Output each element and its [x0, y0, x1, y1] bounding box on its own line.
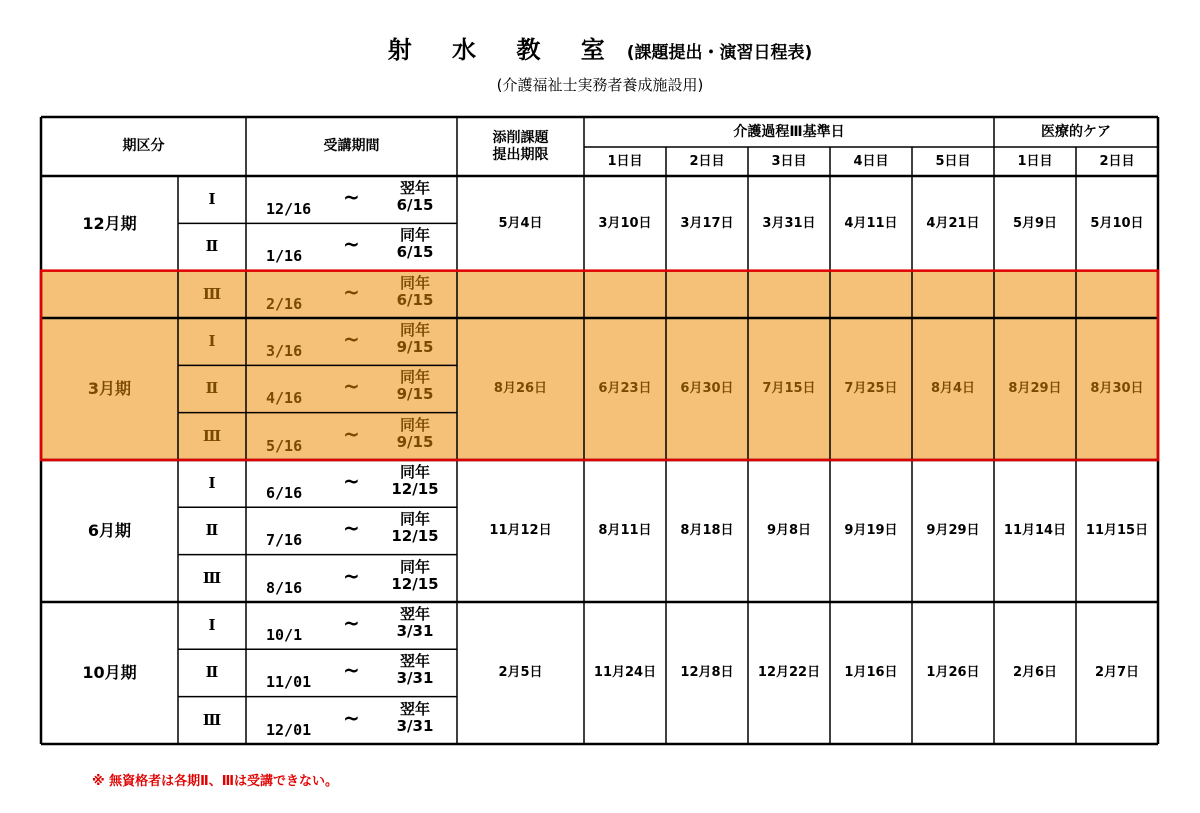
period-label: 10月期 [82, 663, 137, 683]
kaigo-date-cell: 8月18日 [680, 523, 734, 539]
course-end-date: 3/31 [396, 621, 434, 640]
kaigo-date-cell: 3月10日 [598, 215, 652, 231]
term-roman: Ⅰ [208, 190, 216, 209]
term-roman: Ⅰ [208, 616, 216, 635]
kaigo-date-cell: 6月23日 [598, 381, 652, 397]
course-start: 7/16 [266, 531, 303, 550]
course-start: 10/1 [266, 625, 303, 644]
tilde-separator: ~ [343, 563, 360, 588]
kaigo-date-cell: 1月16日 [844, 665, 898, 681]
course-end-year: 同年 [399, 557, 430, 576]
course-start: 12/16 [266, 200, 312, 218]
course-end [385, 653, 445, 687]
course-end [385, 464, 445, 498]
kaigo-date-cell: 9月19日 [844, 523, 898, 539]
course-end [385, 322, 445, 356]
course-start: 8/16 [266, 578, 303, 597]
course-end [385, 275, 445, 309]
term-roman: Ⅱ [205, 237, 219, 256]
course-start: 12/01 [266, 720, 312, 739]
term-roman: Ⅱ [205, 663, 219, 682]
course-end [385, 369, 445, 403]
course-end [385, 559, 445, 593]
title-sub: (課題提出・演習日程表) [626, 43, 813, 63]
course-start: 4/16 [266, 389, 303, 408]
kaigo-date-cell: 4月21日 [926, 215, 980, 231]
course-start: 11/01 [266, 673, 312, 692]
term-roman: Ⅰ [208, 332, 216, 351]
tilde-separator: ~ [343, 421, 360, 446]
deadline-cell: 2月5日 [498, 665, 543, 681]
kaigo-date-cell: 12月8日 [680, 665, 734, 681]
header-kaigo-day: 3日目 [771, 154, 807, 169]
tilde-separator: ~ [343, 468, 360, 493]
course-end [385, 227, 445, 261]
tilde-separator: ~ [343, 279, 360, 304]
tilde-separator: ~ [343, 705, 360, 730]
period-label: 12月期 [82, 213, 137, 233]
header-deadline-line2: 提出期限 [492, 146, 549, 163]
course-end-date: 9/15 [396, 385, 434, 404]
course-end-date: 9/15 [396, 432, 434, 451]
deadline-cell: 8月26日 [493, 381, 548, 397]
course-end-year: 同年 [399, 368, 430, 387]
course-end-year: 同年 [399, 462, 430, 481]
course-end [385, 511, 445, 545]
course-end-date: 12/15 [391, 479, 439, 498]
course-end-date: 6/15 [396, 196, 434, 214]
course-end-year: 同年 [399, 510, 430, 529]
term-roman: Ⅱ [205, 379, 219, 398]
course-start: 6/16 [266, 483, 303, 502]
kaigo-date-cell: 8月4日 [930, 381, 976, 397]
kaigo-date-cell: 11月24日 [593, 665, 657, 681]
course-end [385, 417, 445, 451]
period-label: 3月期 [87, 379, 132, 399]
course-end-date: 3/31 [396, 716, 434, 735]
course-end [385, 606, 445, 640]
title-main: 射 水 教 室 [387, 36, 621, 64]
course-end-date: 9/15 [396, 337, 434, 356]
tilde-separator: ~ [343, 374, 360, 399]
course-end-date: 12/15 [391, 527, 439, 546]
deadline-cell: 11月12日 [489, 523, 552, 539]
header-kaigo-day: 2日目 [689, 154, 725, 169]
course-start: 3/16 [266, 341, 303, 360]
tilde-separator: ~ [343, 326, 360, 351]
iryo-date-cell: 2月7日 [1094, 665, 1140, 681]
kaigo-date-cell: 7月15日 [762, 381, 816, 397]
page-subtitle: (介護福祉士実務者養成施設用) [496, 76, 704, 94]
course-end-year: 翌年 [399, 179, 430, 197]
period-label: 6月期 [87, 521, 132, 541]
tilde-separator: ~ [343, 185, 360, 209]
kaigo-date-cell: 7月25日 [844, 381, 898, 397]
iryo-date-cell: 11月15日 [1085, 523, 1149, 539]
header-course: 受講期間 [323, 138, 380, 154]
header-kaigo-day: 1日目 [607, 154, 643, 169]
header-deadline [457, 117, 584, 176]
header-period: 期区分 [122, 138, 165, 154]
iryo-date-cell: 2月6日 [1012, 665, 1058, 681]
course-end-date: 12/15 [391, 574, 439, 593]
course-end-year: 同年 [399, 273, 430, 292]
term-roman: Ⅱ [205, 521, 219, 540]
kaigo-date-cell: 3月17日 [680, 215, 734, 231]
course-end-year: 同年 [399, 320, 430, 339]
header-deadline-line1: 添削課題 [492, 129, 549, 146]
course-start: 1/16 [266, 247, 303, 266]
header-iryo-group: 医療的ケア [1041, 123, 1111, 140]
term-roman: Ⅲ [202, 568, 222, 587]
kaigo-date-cell: 4月11日 [844, 215, 898, 231]
iryo-date-cell: 5月9日 [1012, 215, 1058, 231]
course-end [385, 180, 445, 214]
course-end-year: 翌年 [399, 652, 430, 671]
term-roman: Ⅲ [202, 710, 222, 729]
tilde-separator: ~ [343, 610, 360, 635]
deadline-cell: 5月4日 [498, 215, 543, 231]
course-end-year: 同年 [399, 415, 430, 434]
course-end-year: 同年 [399, 226, 430, 245]
tilde-separator: ~ [343, 232, 360, 257]
term-roman: Ⅲ [202, 426, 222, 445]
tilde-separator: ~ [343, 658, 360, 683]
header-kaigo-group: 介護過程Ⅲ基準日 [733, 123, 845, 140]
header-kaigo-day: 5日目 [935, 154, 971, 169]
course-end-date: 6/15 [396, 243, 434, 262]
kaigo-date-cell: 12月22日 [757, 665, 821, 681]
header-kaigo-day: 4日目 [853, 154, 889, 169]
iryo-date-cell: 8月29日 [1008, 381, 1062, 397]
course-start: 2/16 [266, 294, 303, 313]
kaigo-date-cell: 9月8日 [766, 523, 812, 539]
tilde-separator: ~ [343, 516, 360, 541]
header-iryo-day: 1日目 [1017, 154, 1053, 169]
term-roman: Ⅰ [208, 474, 216, 493]
iryo-date-cell: 8月30日 [1090, 381, 1144, 397]
course-end-year: 翌年 [399, 699, 430, 718]
iryo-date-cell: 11月14日 [1003, 523, 1067, 539]
course-start: 5/16 [266, 436, 303, 455]
footnote: ※ 無資格者は各期Ⅱ、Ⅲは受講できない。 [92, 774, 339, 789]
course-end-date: 3/31 [396, 669, 434, 688]
kaigo-date-cell: 8月11日 [598, 523, 652, 539]
course-end-year: 翌年 [399, 604, 430, 623]
kaigo-date-cell: 3月31日 [762, 215, 816, 231]
header-iryo-day: 2日目 [1099, 154, 1135, 169]
term-roman: Ⅲ [202, 284, 222, 303]
kaigo-date-cell: 6月30日 [680, 381, 734, 397]
iryo-date-cell: 5月10日 [1090, 215, 1144, 231]
kaigo-date-cell: 9月29日 [926, 523, 980, 539]
course-end [385, 701, 445, 735]
kaigo-date-cell: 1月26日 [926, 665, 980, 681]
course-end-date: 6/15 [396, 290, 434, 309]
